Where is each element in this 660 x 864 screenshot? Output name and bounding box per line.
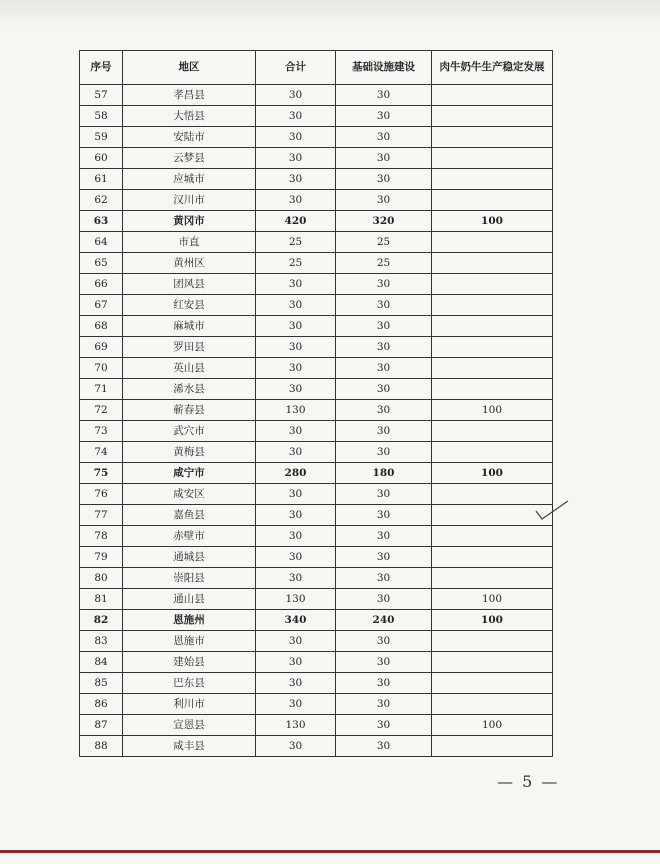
table-row [80, 232, 553, 253]
cell-serial: 72 [80, 400, 123, 421]
cell-total: 30 [256, 736, 336, 757]
cell-region: 嘉鱼县 [123, 505, 256, 526]
cell-infrastructure: 25 [336, 232, 432, 253]
header-serial: 序号 [80, 51, 123, 85]
table-row [80, 274, 553, 295]
cell-total: 30 [256, 358, 336, 379]
cell-infrastructure: 30 [336, 673, 432, 694]
cell-region: 罗田县 [123, 337, 256, 358]
table-header-row [80, 51, 553, 85]
cell-serial: 65 [80, 253, 123, 274]
cell-serial: 76 [80, 484, 123, 505]
cell-infrastructure: 30 [336, 274, 432, 295]
cell-total: 30 [256, 484, 336, 505]
cell-cattle-development [432, 316, 553, 337]
cell-region: 通城县 [123, 547, 256, 568]
header-infrastructure: 基础设施建设 [336, 51, 432, 85]
cell-cattle-development [432, 169, 553, 190]
cell-infrastructure: 30 [336, 316, 432, 337]
cell-serial: 59 [80, 127, 123, 148]
cell-region: 恩施州 [123, 610, 256, 631]
cell-region: 英山县 [123, 358, 256, 379]
cell-region: 红安县 [123, 295, 256, 316]
cell-cattle-development [432, 421, 553, 442]
scan-shadow [0, 0, 660, 28]
cell-cattle-development [432, 547, 553, 568]
cell-total: 130 [256, 715, 336, 736]
table-row [80, 400, 553, 421]
cell-cattle-development [432, 274, 553, 295]
cell-total: 30 [256, 295, 336, 316]
cell-infrastructure: 30 [336, 358, 432, 379]
cell-cattle-development [432, 652, 553, 673]
cell-serial: 85 [80, 673, 123, 694]
cell-cattle-development [432, 673, 553, 694]
cell-region: 咸宁市 [123, 463, 256, 484]
cell-serial: 60 [80, 148, 123, 169]
header-cattle-development: 肉牛奶牛生产稳定发展 [432, 51, 553, 85]
cell-infrastructure: 30 [336, 589, 432, 610]
table-row [80, 379, 553, 400]
cell-cattle-development: 100 [432, 400, 553, 421]
cell-cattle-development [432, 526, 553, 547]
cell-total: 30 [256, 106, 336, 127]
cell-cattle-development [432, 106, 553, 127]
table-row [80, 547, 553, 568]
cell-total: 30 [256, 169, 336, 190]
cell-serial: 88 [80, 736, 123, 757]
cell-total: 30 [256, 190, 336, 211]
table-row [80, 610, 553, 631]
cell-cattle-development [432, 358, 553, 379]
cell-serial: 81 [80, 589, 123, 610]
cell-region: 云梦县 [123, 148, 256, 169]
table-row [80, 421, 553, 442]
cell-region: 麻城市 [123, 316, 256, 337]
cell-cattle-development [432, 442, 553, 463]
cell-infrastructure: 30 [336, 484, 432, 505]
cell-infrastructure: 30 [336, 694, 432, 715]
cell-infrastructure: 30 [336, 85, 432, 106]
cell-cattle-development [432, 736, 553, 757]
cell-region: 建始县 [123, 652, 256, 673]
cell-region: 黄冈市 [123, 211, 256, 232]
cell-cattle-development: 100 [432, 589, 553, 610]
cell-serial: 77 [80, 505, 123, 526]
cell-region: 崇阳县 [123, 568, 256, 589]
cell-region: 市直 [123, 232, 256, 253]
table-row [80, 442, 553, 463]
cell-infrastructure: 30 [336, 715, 432, 736]
table-row [80, 337, 553, 358]
cell-serial: 75 [80, 463, 123, 484]
cell-serial: 67 [80, 295, 123, 316]
cell-total: 30 [256, 526, 336, 547]
table-row [80, 505, 553, 526]
cell-serial: 62 [80, 190, 123, 211]
cell-total: 420 [256, 211, 336, 232]
table-row [80, 589, 553, 610]
checkmark-icon [532, 497, 572, 525]
cell-total: 30 [256, 631, 336, 652]
cell-cattle-development [432, 253, 553, 274]
table-row [80, 85, 553, 106]
table-row [80, 652, 553, 673]
table-row [80, 463, 553, 484]
cell-serial: 61 [80, 169, 123, 190]
cell-cattle-development [432, 295, 553, 316]
cell-total: 30 [256, 148, 336, 169]
cell-serial: 64 [80, 232, 123, 253]
cell-infrastructure: 30 [336, 127, 432, 148]
table-row [80, 484, 553, 505]
cell-cattle-development [432, 337, 553, 358]
cell-total: 30 [256, 85, 336, 106]
cell-infrastructure: 30 [336, 568, 432, 589]
cell-region: 通山县 [123, 589, 256, 610]
cell-total: 130 [256, 589, 336, 610]
cell-infrastructure: 30 [336, 505, 432, 526]
cell-infrastructure: 30 [336, 337, 432, 358]
cell-infrastructure: 30 [336, 421, 432, 442]
table-row [80, 127, 553, 148]
cell-infrastructure: 25 [336, 253, 432, 274]
cell-serial: 69 [80, 337, 123, 358]
cell-cattle-development [432, 568, 553, 589]
cell-cattle-development: 100 [432, 463, 553, 484]
cell-infrastructure: 30 [336, 148, 432, 169]
cell-serial: 71 [80, 379, 123, 400]
cell-total: 30 [256, 568, 336, 589]
page-number: — 5 — [497, 772, 560, 791]
table-row [80, 253, 553, 274]
table-row [80, 211, 553, 232]
cell-serial: 57 [80, 85, 123, 106]
table-body [80, 85, 553, 757]
cell-region: 大悟县 [123, 106, 256, 127]
cell-region: 巴东县 [123, 673, 256, 694]
cell-infrastructure: 180 [336, 463, 432, 484]
table-row [80, 169, 553, 190]
header-total: 合计 [256, 51, 336, 85]
table-row [80, 106, 553, 127]
cell-cattle-development: 100 [432, 211, 553, 232]
table-row [80, 694, 553, 715]
cell-cattle-development [432, 148, 553, 169]
cell-infrastructure: 320 [336, 211, 432, 232]
cell-total: 30 [256, 274, 336, 295]
table-row [80, 358, 553, 379]
table-row [80, 673, 553, 694]
cell-infrastructure: 30 [336, 169, 432, 190]
funding-table [79, 50, 553, 757]
cell-cattle-development: 100 [432, 715, 553, 736]
table-row [80, 148, 553, 169]
cell-total: 25 [256, 232, 336, 253]
cell-infrastructure: 30 [336, 736, 432, 757]
cell-serial: 63 [80, 211, 123, 232]
cell-cattle-development [432, 232, 553, 253]
cell-region: 利川市 [123, 694, 256, 715]
cell-region: 宣恩县 [123, 715, 256, 736]
cell-cattle-development [432, 85, 553, 106]
cell-infrastructure: 30 [336, 547, 432, 568]
cell-infrastructure: 30 [336, 379, 432, 400]
cell-total: 30 [256, 379, 336, 400]
table-row [80, 295, 553, 316]
cell-cattle-development [432, 379, 553, 400]
cell-region: 黄州区 [123, 253, 256, 274]
cell-total: 30 [256, 421, 336, 442]
cell-cattle-development [432, 694, 553, 715]
table-row [80, 736, 553, 757]
header-region: 地区 [123, 51, 256, 85]
cell-serial: 66 [80, 274, 123, 295]
cell-total: 30 [256, 673, 336, 694]
cell-serial: 58 [80, 106, 123, 127]
cell-total: 30 [256, 652, 336, 673]
cell-total: 30 [256, 505, 336, 526]
cell-serial: 74 [80, 442, 123, 463]
cell-total: 30 [256, 442, 336, 463]
cell-serial: 80 [80, 568, 123, 589]
cell-serial: 84 [80, 652, 123, 673]
cell-serial: 78 [80, 526, 123, 547]
cell-region: 浠水县 [123, 379, 256, 400]
cell-infrastructure: 240 [336, 610, 432, 631]
cell-region: 安陆市 [123, 127, 256, 148]
cell-infrastructure: 30 [336, 106, 432, 127]
cell-serial: 70 [80, 358, 123, 379]
cell-total: 30 [256, 337, 336, 358]
cell-region: 黄梅县 [123, 442, 256, 463]
cell-total: 25 [256, 253, 336, 274]
table-row [80, 568, 553, 589]
cell-region: 应城市 [123, 169, 256, 190]
cell-infrastructure: 30 [336, 631, 432, 652]
cell-serial: 82 [80, 610, 123, 631]
table-row [80, 190, 553, 211]
cell-total: 30 [256, 127, 336, 148]
cell-region: 赤壁市 [123, 526, 256, 547]
cell-cattle-development [432, 127, 553, 148]
cell-region: 团风县 [123, 274, 256, 295]
cell-total: 130 [256, 400, 336, 421]
cell-serial: 83 [80, 631, 123, 652]
table-row [80, 631, 553, 652]
cell-total: 280 [256, 463, 336, 484]
cell-infrastructure: 30 [336, 526, 432, 547]
cell-serial: 86 [80, 694, 123, 715]
cell-region: 咸丰县 [123, 736, 256, 757]
cell-region: 武穴市 [123, 421, 256, 442]
cell-region: 咸安区 [123, 484, 256, 505]
cell-infrastructure: 30 [336, 190, 432, 211]
cell-serial: 87 [80, 715, 123, 736]
cell-serial: 68 [80, 316, 123, 337]
page-bottom-edge [0, 850, 660, 853]
cell-infrastructure: 30 [336, 400, 432, 421]
cell-cattle-development [432, 631, 553, 652]
cell-region: 汉川市 [123, 190, 256, 211]
cell-serial: 73 [80, 421, 123, 442]
cell-infrastructure: 30 [336, 652, 432, 673]
table-row [80, 526, 553, 547]
cell-total: 30 [256, 694, 336, 715]
cell-total: 30 [256, 547, 336, 568]
cell-infrastructure: 30 [336, 295, 432, 316]
cell-total: 340 [256, 610, 336, 631]
table-row [80, 715, 553, 736]
cell-cattle-development: 100 [432, 610, 553, 631]
cell-cattle-development [432, 190, 553, 211]
cell-serial: 79 [80, 547, 123, 568]
cell-region: 蕲春县 [123, 400, 256, 421]
cell-region: 恩施市 [123, 631, 256, 652]
cell-infrastructure: 30 [336, 442, 432, 463]
cell-region: 孝昌县 [123, 85, 256, 106]
cell-total: 30 [256, 316, 336, 337]
table-row [80, 316, 553, 337]
